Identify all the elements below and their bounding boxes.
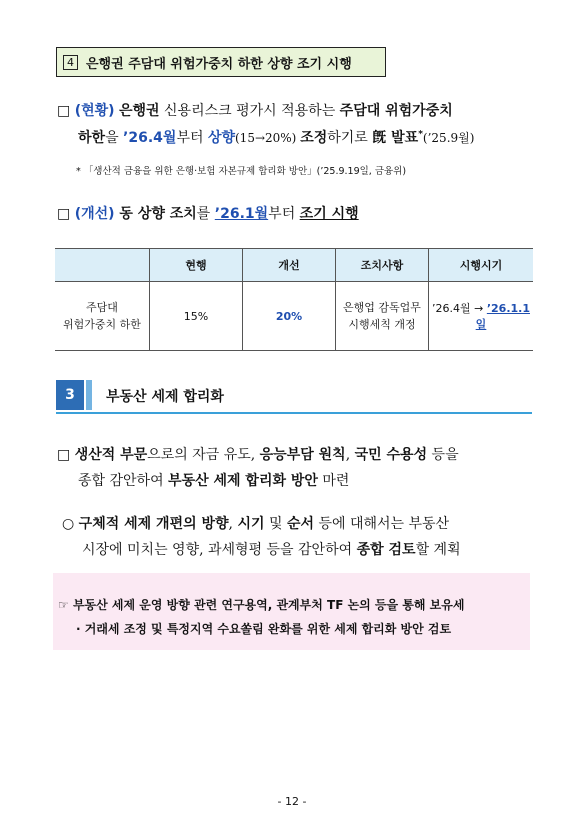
text-run: 시장에 미치는 영향, 과세형평 등을 감안하여 <box>82 542 357 558</box>
tax-paragraph-line-2 <box>78 470 349 490</box>
current-value-cell: 15% <box>150 282 243 351</box>
bold-run: 동 상향 조치 <box>114 206 197 222</box>
bold-run: 생산적 부문 <box>74 447 148 463</box>
status-paragraph-line-2 <box>78 127 474 147</box>
section-4-header <box>56 47 386 77</box>
text-run: 등을 <box>427 447 459 463</box>
bold-run: 조기 시행 <box>299 206 359 222</box>
date-text: (’25.9월) <box>422 131 475 145</box>
text-run: , <box>345 447 355 463</box>
bold-run: 시기 <box>237 516 265 532</box>
status-paragraph-line-1 <box>57 100 453 120</box>
bold-run: 종합 검토 <box>356 542 416 558</box>
improvement-paragraph <box>57 203 359 223</box>
text-run: 및 <box>264 516 287 532</box>
bold-run: 주담대 위험가중치 <box>339 103 453 119</box>
range-text: (15→20%) <box>235 131 301 145</box>
review-note-line-2: · 거래세 조정 및 특정지역 수요쏠림 완화를 위한 세제 합리화 방안 검토 <box>76 622 452 636</box>
square-bullet: □ <box>57 447 71 463</box>
date-highlight: ’26.4월 <box>123 130 177 146</box>
tax-paragraph-line-1 <box>57 444 459 464</box>
section-3-header <box>56 380 532 414</box>
section-3-title: 부동산 세제 합리화 <box>106 389 224 405</box>
row-label-line: 위험가중치 하한 <box>63 318 141 331</box>
bold-run: 하한 <box>78 130 106 146</box>
text-run: 부터 <box>176 130 208 146</box>
pointing-hand-icon: ☞ <box>58 598 69 612</box>
circle-bullet: ○ <box>62 516 75 532</box>
bold-run: 응능부담 원칙 <box>259 447 346 463</box>
row-label-cell <box>55 282 150 351</box>
policy-table <box>55 248 533 351</box>
section-4-number: 4 <box>63 55 78 70</box>
text-run: 으로의 자금 유도, <box>147 447 260 463</box>
page-number: - 12 - <box>277 795 307 808</box>
table-row <box>55 282 533 351</box>
bold-run: 국민 수용성 <box>354 447 428 463</box>
table-header-cell: 현행 <box>150 249 243 282</box>
bold-run: 조정 <box>300 130 328 146</box>
table-header-cell: 시행시기 <box>429 249 534 282</box>
status-tag: (현황) <box>74 103 115 119</box>
footnote: * 「생산적 금융을 위한 은행·보험 자본규제 합리화 방안」(’25.9.19일, 금융위) <box>76 166 407 177</box>
action-line: 은행업 감독업무 <box>343 301 421 314</box>
bank-term: 은행권 <box>119 103 160 119</box>
text-run: 신용리스크 평가시 적용하는 <box>159 103 340 119</box>
table-header-cell <box>55 249 150 282</box>
table-header-cell: 조치사항 <box>336 249 429 282</box>
timing-to: ’26.1.1일 <box>475 302 530 331</box>
tax-detail-line-1 <box>62 513 449 533</box>
action-cell <box>336 282 429 351</box>
section-4-title: 은행권 주담대 위험가중치 하한 상향 조기 시행 <box>86 56 352 72</box>
bold-run: 旣 발표 <box>372 130 419 146</box>
improved-value-cell: 20% <box>243 282 336 351</box>
text-run: 하기로 <box>327 130 373 146</box>
bold-run: 구체적 세제 개편의 방향 <box>78 516 229 532</box>
text-run: 등에 대해서는 부동산 <box>314 516 450 532</box>
improvement-tag: (개선) <box>74 206 115 222</box>
bold-run: 순서 <box>286 516 315 532</box>
square-bullet: □ <box>57 103 71 119</box>
date-highlight: ’26.1월 <box>214 206 269 222</box>
table-header-cell: 개선 <box>243 249 336 282</box>
raise-highlight: 상향 <box>207 130 235 146</box>
timing-from: ’26.4월 → <box>432 302 487 315</box>
bold-run: 부동산 세제 합리화 방안 <box>168 473 318 489</box>
review-note-line-1 <box>58 596 464 613</box>
text-run: 부터 <box>268 206 300 222</box>
section-3-number: 3 <box>56 380 84 410</box>
timing-cell <box>429 282 534 351</box>
text-run: 종합 감안하여 <box>78 473 169 489</box>
action-line: 시행세칙 개정 <box>348 318 416 331</box>
text-run: , <box>228 516 238 532</box>
text-run: 를 <box>196 206 215 222</box>
text-run: 할 계획 <box>415 542 461 558</box>
tax-detail-line-2 <box>82 539 461 559</box>
section-3-accent-bar <box>86 380 92 410</box>
row-label-line: 주담대 <box>86 301 118 314</box>
table-header-row <box>55 249 533 282</box>
review-note-text: 부동산 세제 운영 방향 관련 연구용역, 관계부처 TF 논의 등을 통해 보유세 <box>72 598 465 612</box>
text-run: 을 <box>105 130 124 146</box>
footnote-mark: * <box>418 129 423 140</box>
square-bullet: □ <box>57 206 71 222</box>
text-run: 마련 <box>317 473 350 489</box>
